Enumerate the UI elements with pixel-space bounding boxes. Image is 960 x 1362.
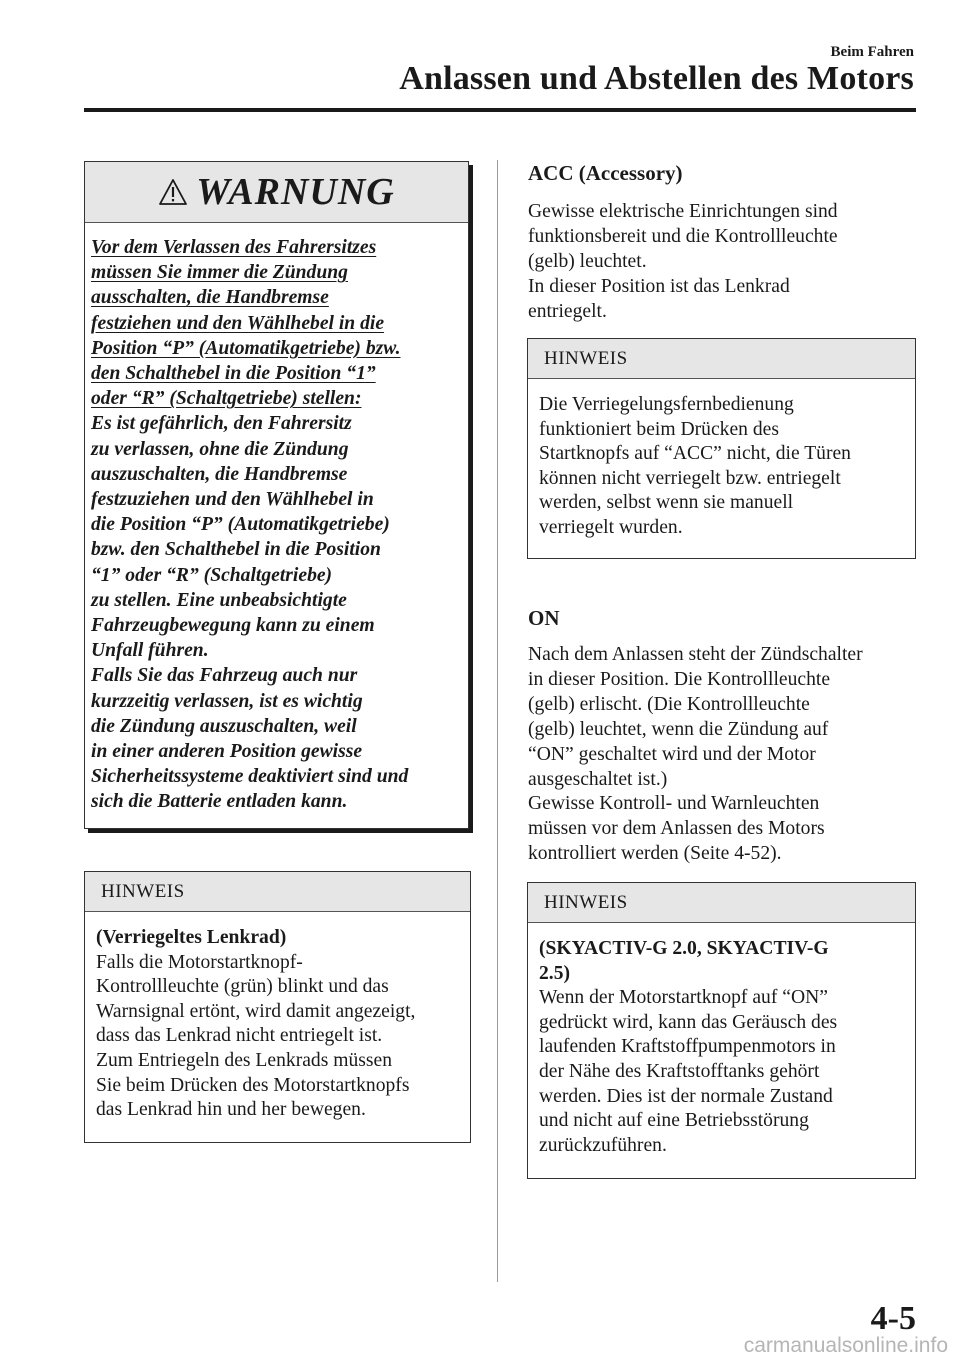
note-line: werden. Dies ist der normale Zustand <box>539 1085 833 1107</box>
warning-line: bzw. den Schalthebel in die Position <box>91 539 381 561</box>
note-line: der Nähe des Kraftstofftanks gehört <box>539 1060 820 1082</box>
note-line: funktioniert beim Drücken des <box>539 418 779 440</box>
note-line: Warnsignal ertönt, wird damit angezeigt, <box>96 1000 416 1022</box>
on-line: “ON” geschaltet wird und der Motor <box>528 743 816 765</box>
acc-heading: ACC (Accessory) <box>528 161 683 185</box>
note-line: Falls die Motorstartknopf- <box>96 951 303 973</box>
note-line: Die Verriegelungsfernbedienung <box>539 394 794 415</box>
acc-line: Gewisse elektrische Einrichtungen sind <box>528 201 838 222</box>
note-subheading: (SKYACTIV-G 2.0, SKYACTIV-G <box>539 938 829 959</box>
warning-line: Falls Sie das Fahrzeug auch nur <box>91 665 358 687</box>
on-line: müssen vor dem Anlassen des Motors <box>528 818 825 840</box>
warning-line: Unfall führen. <box>91 640 209 662</box>
on-heading: ON <box>528 606 560 630</box>
warning-line: die Position “P” (Automatikgetriebe) <box>91 514 390 536</box>
warning-line: Es ist gefährlich, den Fahrersitz <box>91 413 352 435</box>
warning-triangle-icon <box>158 178 188 206</box>
warning-box <box>84 161 469 829</box>
warning-line: festziehen und den Wählhebel in die <box>91 312 385 334</box>
note-subheading: 2.5) <box>539 962 571 984</box>
warning-line: Fahrzeugbewegung kann zu einem <box>91 615 375 637</box>
acc-line: (gelb) leuchtet. <box>528 250 647 272</box>
acc-text <box>528 200 838 325</box>
note-line: gedrückt wird, kann das Geräusch des <box>539 1011 838 1033</box>
warning-line: kurzzeitig verlassen, ist es wichtig <box>91 690 363 712</box>
note-box-fuel-pump <box>527 882 916 1179</box>
warning-line: die Zündung auszuschalten, weil <box>91 715 357 737</box>
note-subheading: (Verriegeltes Lenkrad) <box>96 927 287 948</box>
acc-line: funktionsbereit und die Kontrollleuchte <box>528 225 838 247</box>
note-box-remote <box>527 338 916 559</box>
note-line: verriegelt wurden. <box>539 516 683 538</box>
warning-line: den Schalthebel in die Position “1” <box>91 363 376 385</box>
warning-line: in einer anderen Position gewisse <box>91 741 363 763</box>
acc-line: In dieser Position ist das Lenkrad <box>528 275 790 297</box>
page-title: Anlassen und Abstellen des Motors <box>399 60 914 97</box>
on-line: (gelb) leuchtet, wenn die Zündung auf <box>528 718 829 740</box>
on-line: Nach dem Anlassen steht der Zündschalter <box>528 644 863 665</box>
note-line: können nicht verriegelt bzw. entriegelt <box>539 467 841 489</box>
note-line: Startknopfs auf “ACC” nicht, die Türen <box>539 443 851 465</box>
watermark: carmanualsonline.info <box>743 1334 948 1357</box>
warning-line: “1” oder “R” (Schaltgetriebe) <box>91 564 333 586</box>
warning-line: oder “R” (Schaltgetriebe) stellen: <box>91 388 362 410</box>
warning-line: Vor dem Verlassen des Fahrersitzes <box>91 237 377 258</box>
warning-line: Sicherheitssysteme deaktiviert sind und <box>91 766 409 788</box>
note-box-steering-lock <box>84 871 471 1143</box>
note-line: Zum Entriegeln des Lenkrads müssen <box>96 1049 393 1071</box>
note-line: das Lenkrad hin und her bewegen. <box>96 1099 366 1121</box>
note-line: werden, selbst wenn sie manuell <box>539 492 794 514</box>
on-line: Gewisse Kontroll- und Warnleuchten <box>528 793 820 815</box>
note-line: dass das Lenkrad nicht entriegelt ist. <box>96 1025 383 1047</box>
warning-line: Position “P” (Automatikgetriebe) bzw. <box>91 337 401 359</box>
note-body <box>528 379 915 541</box>
note-heading: HINWEIS <box>528 339 915 379</box>
on-line: (gelb) erlischt. (Die Kontrollleuchte <box>528 693 810 715</box>
warning-header <box>85 162 468 223</box>
on-text <box>528 643 863 867</box>
note-line: Wenn der Motorstartknopf auf “ON” <box>539 987 828 1009</box>
on-line: in dieser Position. Die Kontrollleuchte <box>528 668 831 690</box>
note-line: und nicht auf eine Betriebsstörung <box>539 1110 809 1132</box>
warning-line: festzuziehen und den Wählhebel in <box>91 489 374 511</box>
note-line: laufenden Kraftstoffpumpenmotors in <box>539 1036 836 1058</box>
warning-line: zu stellen. Eine unbeabsichtigte <box>91 589 347 611</box>
warning-line: zu verlassen, ohne die Zündung <box>91 438 349 460</box>
warning-body <box>85 223 468 815</box>
header-rule <box>84 108 916 112</box>
note-heading: HINWEIS <box>528 883 915 923</box>
note-body <box>85 912 470 1123</box>
note-line: Kontrollleuchte (grün) blinkt und das <box>96 976 389 998</box>
warning-line: ausschalten, die Handbremse <box>91 287 329 309</box>
note-heading: HINWEIS <box>85 872 470 912</box>
header-section: Beim Fahren <box>830 44 914 60</box>
on-line: kontrolliert werden (Seite 4-52). <box>528 843 782 865</box>
warning-line: auszuschalten, die Handbremse <box>91 463 348 485</box>
acc-line: entriegelt. <box>528 300 607 322</box>
warning-heading: WARNUNG <box>196 171 395 213</box>
page-number: 4-5 <box>870 1300 916 1337</box>
on-line: ausgeschaltet ist.) <box>528 768 668 790</box>
note-line: zurückzuführen. <box>539 1134 667 1156</box>
warning-line: müssen Sie immer die Zündung <box>91 262 348 284</box>
note-body <box>528 923 915 1158</box>
column-divider <box>497 160 498 1282</box>
note-line: Sie beim Drücken des Motorstartknopfs <box>96 1074 410 1096</box>
warning-line: sich die Batterie entladen kann. <box>91 791 348 813</box>
